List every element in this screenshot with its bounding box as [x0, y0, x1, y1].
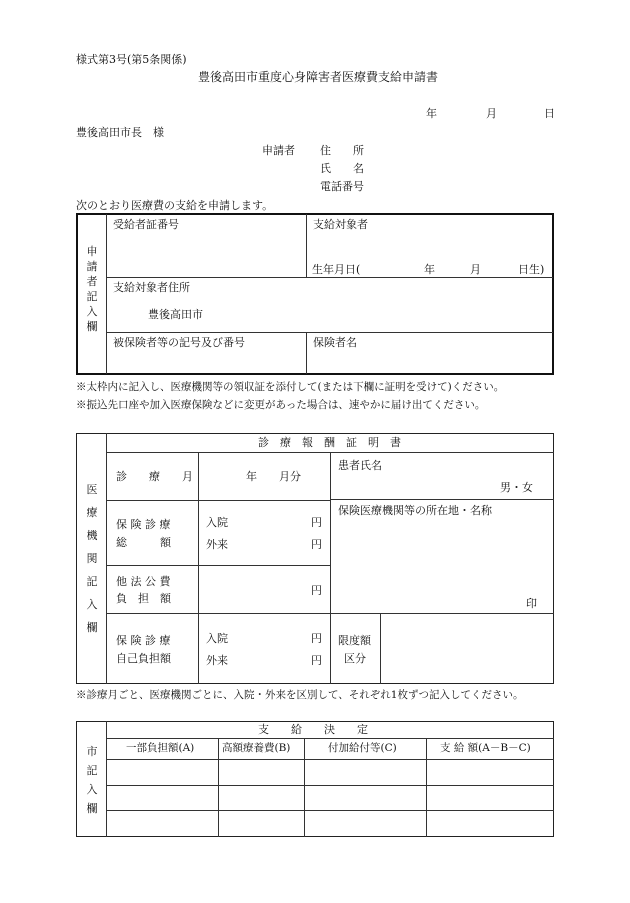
intro-text: 次のとおり医療費の支給を申請します。 — [76, 199, 274, 212]
applicant-name-label: 氏 名 — [320, 162, 364, 175]
self-pay-outpatient-label: 外来 — [206, 654, 228, 667]
applicant-phone-label: 電話番号 — [320, 180, 364, 193]
applicant-address-label: 住 所 — [320, 144, 364, 157]
insurance-total-outpatient-yen: 円 — [311, 538, 322, 551]
birth-year-label: 年 — [424, 263, 435, 276]
self-pay-inpatient-label: 入院 — [206, 632, 228, 645]
insurance-total-label: 保 険 診 療 — [116, 518, 171, 531]
insurance-total-label-2: 総 額 — [116, 536, 171, 549]
year-month-field[interactable] — [200, 454, 328, 498]
target-address-city: 豊後高田市 — [148, 308, 203, 321]
insured-symbol-number-field[interactable] — [108, 350, 304, 373]
date-year: 年 — [426, 107, 437, 120]
col-payment-amount: 支 給 額(A－B－C) — [440, 742, 531, 754]
note-per-month: ※診療月ごと、医療機関ごとに、入院・外来を区別して、それぞれ1枚ずつ記入してください。 — [76, 689, 524, 701]
city-section-side-label: 市 記 入 欄 — [86, 745, 98, 815]
sex-label[interactable]: 男・女 — [500, 481, 533, 494]
limit-category-label-2: 区分 — [344, 652, 366, 665]
insured-symbol-number-label: 被保険者等の記号及び番号 — [113, 336, 245, 349]
col-partial-burden: 一部負担額(A) — [126, 742, 195, 754]
note-report-changes: ※振込先口座や加入医療保険などに変更があった場合は、速やかに届け出てください。 — [76, 399, 486, 411]
certificate-title: 診 療 報 酬 証 明 書 — [258, 436, 401, 449]
col-additional-benefit: 付加給付等(C) — [328, 742, 397, 754]
form-title: 豊後高田市重度心身障害者医療費支給申請書 — [198, 70, 439, 84]
target-person-label: 支給対象者 — [313, 218, 368, 231]
other-law-burden-yen: 円 — [311, 584, 322, 597]
institution-label: 保険医療機関等の所在地・名称 — [338, 504, 492, 517]
birth-day-label: 日生) — [518, 263, 545, 276]
seal-mark: 印 — [526, 597, 537, 610]
date-day: 日 — [544, 107, 555, 120]
decision-title: 支 給 決 定 — [258, 723, 368, 736]
limit-category-label: 限度額 — [338, 634, 371, 647]
treatment-month-label: 診 療 月 — [116, 470, 193, 483]
birth-date-label: 生年月日( — [312, 263, 361, 276]
self-pay-label: 保 険 診 療 — [116, 634, 171, 647]
recipient-cert-number-label: 受給者証番号 — [113, 218, 179, 231]
recipient-cert-number-field[interactable] — [108, 232, 304, 274]
insurance-total-inpatient-yen: 円 — [311, 516, 322, 529]
birth-month-label: 月 — [470, 263, 481, 276]
applicant-section-side-label: 申 請 者 記 入 欄 — [86, 245, 98, 333]
target-person-field[interactable] — [308, 232, 552, 260]
patient-name-label: 患者氏名 — [338, 459, 382, 472]
form-number: 様式第3号(第5条関係) — [76, 53, 187, 66]
note-attach-receipt: ※太枠内に記入し、医療機関等の領収証を添付して(または下欄に証明を受けて)ください。 — [76, 381, 505, 393]
target-address-label: 支給対象者住所 — [113, 281, 190, 294]
date-month: 月 — [486, 107, 497, 120]
col-high-cost: 高額療養費(B) — [222, 742, 291, 754]
other-law-burden-label: 他 法 公 費 — [116, 575, 171, 588]
medical-section-side-label: 医 療 機 関 記 入 欄 — [86, 483, 98, 634]
self-pay-label-2: 自己負担額 — [116, 652, 171, 665]
other-law-burden-label-2: 負 担 額 — [116, 592, 171, 605]
target-address-field[interactable] — [200, 300, 550, 328]
addressee: 豊後高田市長 様 — [76, 126, 164, 139]
year-month-label: 年 月分 — [246, 470, 301, 483]
insurance-total-outpatient-label: 外来 — [206, 538, 228, 551]
insurer-name-field[interactable] — [308, 350, 552, 373]
self-pay-outpatient-yen: 円 — [311, 654, 322, 667]
insurance-total-inpatient-label: 入院 — [206, 516, 228, 529]
insurer-name-label: 保険者名 — [313, 336, 357, 349]
self-pay-inpatient-yen: 円 — [311, 632, 322, 645]
applicant-label: 申請者 — [262, 144, 295, 157]
